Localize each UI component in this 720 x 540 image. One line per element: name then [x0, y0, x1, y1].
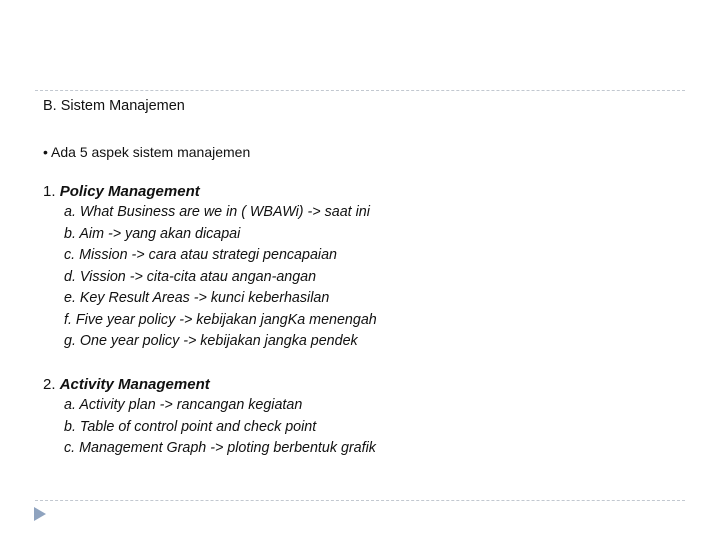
- section-heading: B. Sistem Manajemen: [43, 98, 185, 114]
- list-item: b. Aim -> yang akan dicapai: [64, 225, 241, 242]
- list-item: d. Vission -> cita-cita atau angan-angan: [64, 268, 317, 285]
- list-item: f. Five year policy -> kebijakan jangKa menengah: [64, 311, 377, 328]
- bullet-line: • Ada 5 aspek sistem manajemen: [43, 144, 251, 160]
- activity-list: [64, 395, 376, 460]
- section-title-activity: [43, 374, 210, 395]
- section-number: 1.: [43, 183, 60, 200]
- play-triangle-icon[interactable]: [33, 506, 47, 527]
- list-item: a. Activity plan -> rancangan kegiatan: [64, 397, 303, 413]
- section-number: 2.: [43, 376, 60, 393]
- section-name: Policy Management: [59, 183, 200, 200]
- list-item: a. What Business are we in ( WBAWi) -> saat ini: [64, 204, 370, 220]
- list-item: b. Table of control point and check point: [64, 418, 317, 435]
- policy-list: [64, 202, 377, 353]
- list-item: g. One year policy -> kebijakan jangka pendek: [64, 333, 358, 349]
- list-item: e. Key Result Areas -> kunci keberhasilan: [64, 290, 330, 306]
- section-title-policy: [43, 181, 200, 202]
- list-item: c. Management Graph -> ploting berbentuk grafik: [64, 440, 376, 456]
- bottom-divider: [35, 500, 685, 501]
- list-item: c. Mission -> cara atau strategi pencapaian: [64, 247, 337, 263]
- section-name: Activity Management: [59, 376, 210, 393]
- top-divider: [35, 90, 685, 91]
- play-triangle-icon-shape: [33, 506, 47, 522]
